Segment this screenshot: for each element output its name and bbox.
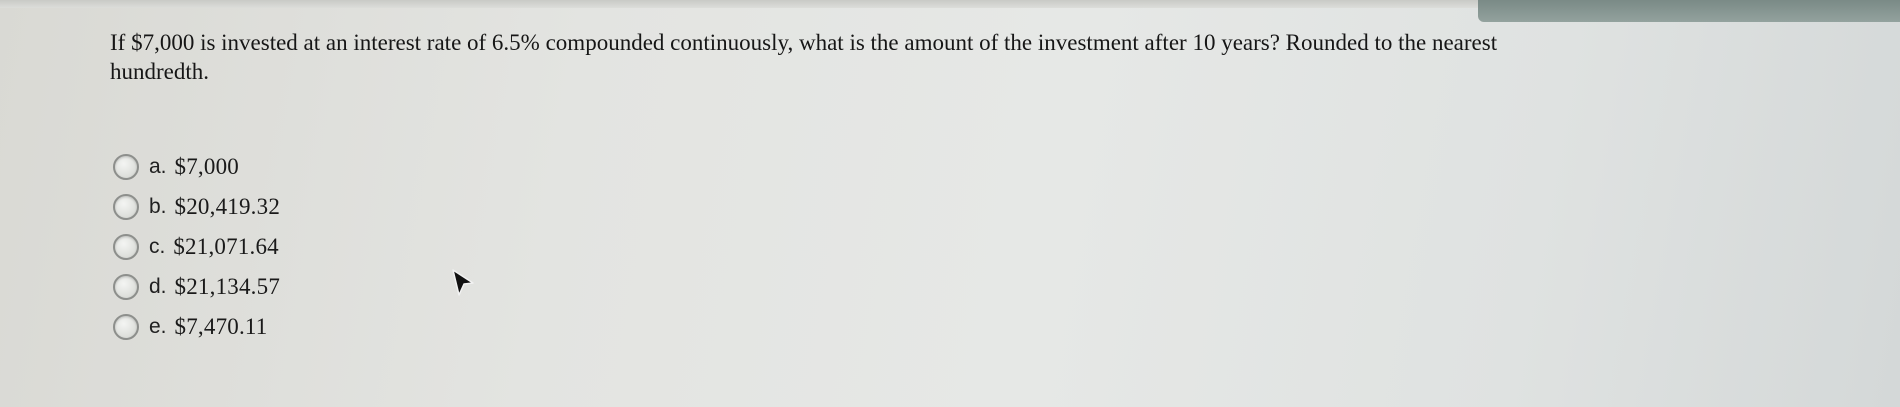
answer-options	[113, 147, 513, 347]
option-value: $7,000	[174, 154, 239, 179]
option-value: $21,134.57	[174, 274, 281, 299]
radio-unselected-icon[interactable]	[113, 154, 139, 180]
option-letter: a.	[149, 155, 167, 178]
option-b[interactable]	[113, 187, 513, 227]
question-line-2: hundredth.	[110, 59, 210, 84]
question-line-1: If $7,000 is invested at an interest rate of 6.5% compounded continuously, what is the amount of the investment after 10 years? Rounded to the nearest	[110, 30, 1498, 55]
option-a[interactable]	[113, 147, 513, 187]
radio-unselected-icon[interactable]	[113, 314, 139, 340]
question-text	[110, 28, 1810, 86]
option-value: $21,071.64	[173, 234, 279, 259]
option-value: $20,419.32	[174, 194, 281, 219]
option-value: $7,470.11	[174, 314, 268, 339]
radio-unselected-icon[interactable]	[113, 194, 139, 220]
radio-unselected-icon[interactable]	[113, 234, 139, 260]
option-e[interactable]	[113, 307, 513, 347]
option-c[interactable]	[113, 227, 513, 267]
option-letter: c.	[149, 235, 166, 258]
option-letter: b.	[149, 195, 167, 218]
mouse-pointer-icon	[451, 268, 477, 298]
top-right-toolbar-tab[interactable]	[1478, 0, 1900, 22]
option-letter: e.	[149, 315, 167, 338]
option-letter: d.	[149, 275, 167, 298]
radio-unselected-icon[interactable]	[113, 274, 139, 300]
